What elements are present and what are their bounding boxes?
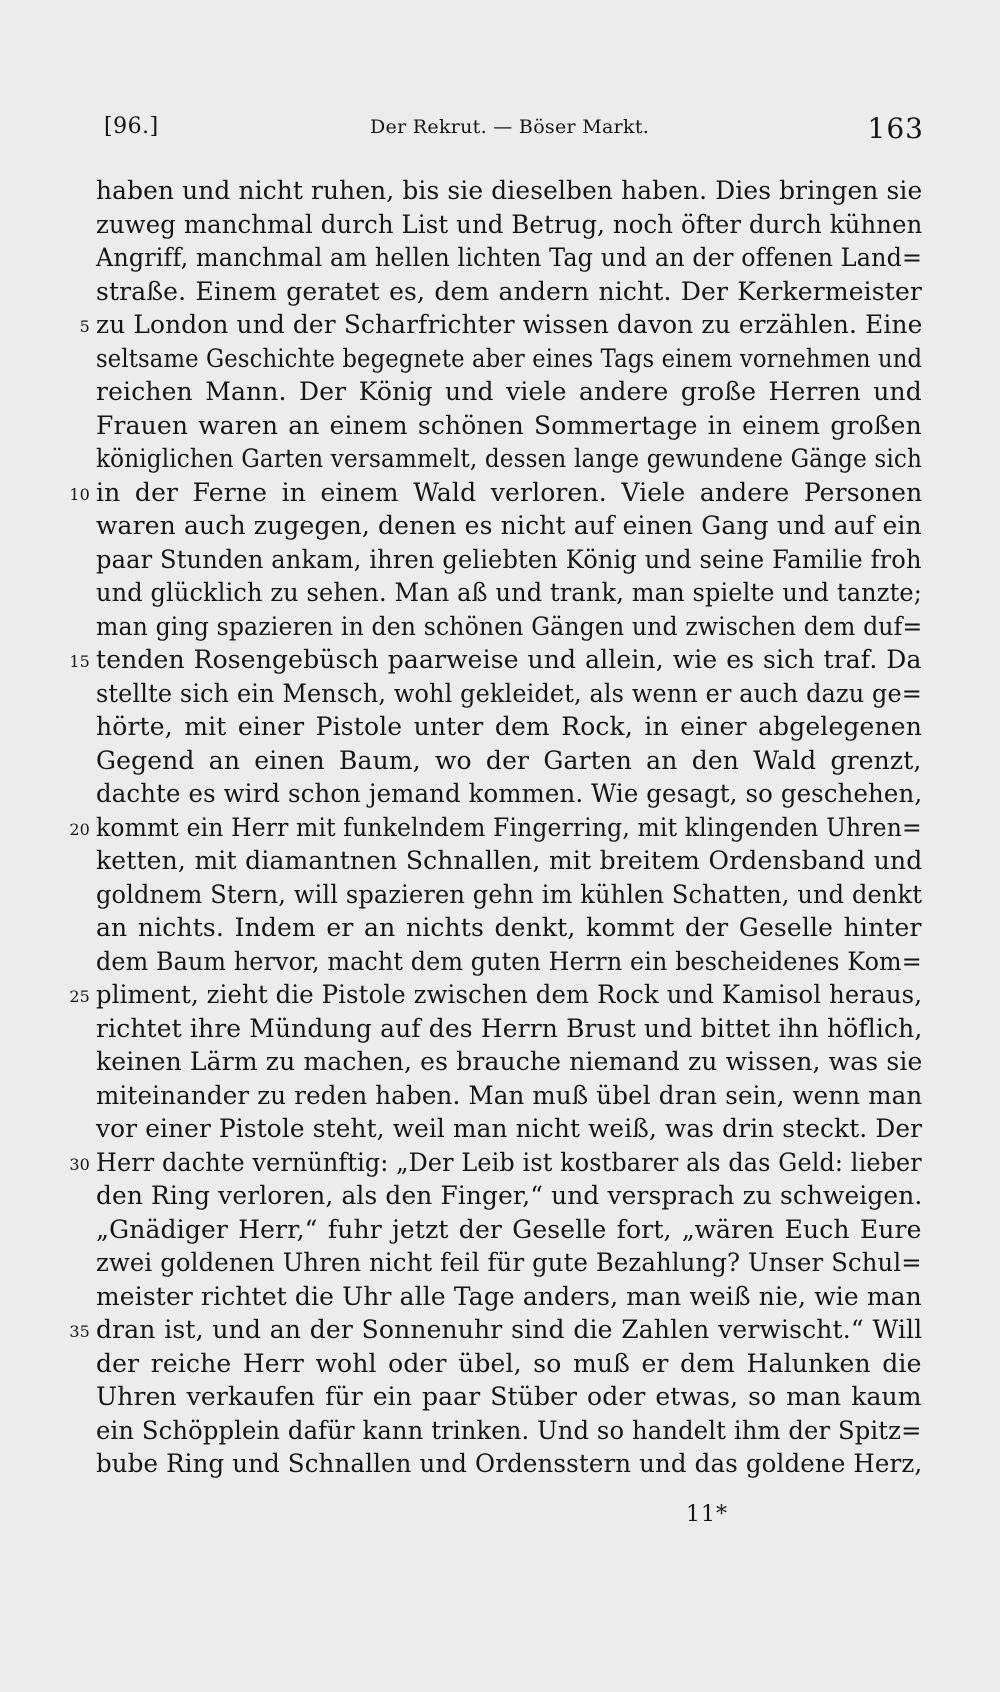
line-text: Frauen waren an einem schönen Sommertage in einem großen [96, 410, 922, 440]
line-text: ein Schöpplein dafür kann trinken. Und so handelt ihm der Spitz= [96, 1415, 922, 1445]
line-text: haben und nicht ruhen, bis sie dieselben haben. Dies bringen sie [96, 176, 923, 205]
line-text: hörte, mit einer Pistole unter dem Rock, in einer abgelegenen [96, 712, 922, 741]
line-text: reichen Mann. Der König und viele andere große Herren und [96, 377, 922, 406]
line-text: dran ist, und an der Sonnenuhr sind die Zahlen verwischt.“ Will [96, 1315, 923, 1344]
running-head-title: Der Rekrut. — Böser Markt. [370, 116, 650, 138]
line-number: 20 [69, 819, 90, 839]
line-text: der reiche Herr wohl oder übel, so muß er dem Halunken die [96, 1348, 922, 1378]
line-text: waren auch zugegen, denen es nicht auf einen Gang und auf ein [96, 511, 922, 540]
text-line [96, 945, 922, 979]
text-line [69, 476, 923, 510]
line-text: vor einer Pistole steht, weil man nicht weiß, was drin steckt. Der [96, 1114, 923, 1143]
line-number: 5 [79, 317, 90, 336]
text-line [96, 576, 922, 610]
line-text: pliment, zieht die Pistole zwischen dem Rock und Kamisol heraus, [96, 980, 923, 1009]
text-line [96, 1414, 922, 1448]
text-line [96, 1045, 922, 1079]
text-line [96, 1246, 922, 1280]
line-number: 35 [69, 1322, 90, 1341]
line-text: meister richtet die Uhr alle Tage anders, man weiß nie, wie man [96, 1281, 922, 1311]
running-head-section-ref: [96.] [104, 114, 159, 139]
line-text: seltsame Geschichte begegnete aber eines Tags einem vornehmen und [96, 343, 923, 373]
line-text: den Ring verloren, als den Finger,“ und versprach zu schweigen. [96, 1181, 923, 1210]
text-line [96, 342, 922, 376]
line-text: Uhren verkaufen für ein paar Stüber oder etwas, so man kaum [96, 1382, 922, 1411]
line-text: goldnem Stern, will spazieren gehn im kühlen Schatten, und denkt [96, 879, 923, 909]
line-text: man ging spazieren in den schönen Gängen und zwischen dem duf= [96, 611, 923, 641]
page-number: 163 [867, 112, 924, 145]
text-line [96, 610, 922, 644]
line-text: bube Ring und Schnallen und Ordensstern und das goldene Herz, [96, 1449, 923, 1478]
text-line [96, 744, 922, 778]
text-line [96, 677, 922, 711]
line-text: miteinander zu reden haben. Man muß übel dran sein, wenn man [96, 1080, 923, 1110]
line-number: 10 [69, 484, 90, 504]
line-text: dachte es wird schon jemand kommen. Wie gesagt, so geschehen, [96, 779, 923, 808]
text-line [96, 509, 922, 543]
text-line [96, 174, 922, 208]
line-text: und glücklich zu sehen. Man aß und trank, man spielte und tanzte; [96, 578, 922, 607]
line-text: in der Ferne in einem Wald verloren. Viele andere Personen [96, 477, 923, 507]
text-line [96, 543, 922, 577]
line-text: Gegend an einen Baum, wo der Garten an den Wald grenzt, [96, 745, 922, 775]
text-line [96, 1179, 922, 1213]
text-line [96, 1213, 922, 1247]
text-line [96, 1380, 922, 1414]
text-line [96, 208, 922, 242]
text-line [69, 643, 922, 677]
line-text: zuweg manchmal durch List und Betrug, noch öfter durch kühnen [96, 209, 923, 239]
text-line [96, 1079, 922, 1113]
text-line [96, 442, 922, 476]
line-text: königlichen Garten versammelt, dessen lange gewundene Gänge sich [96, 444, 923, 473]
line-text: keinen Lärm zu machen, es brauche niemand zu wissen, was sie [96, 1047, 923, 1076]
line-text: zu London und der Scharfrichter wissen davon zu erzählen. Eine [96, 310, 923, 339]
text-line [69, 1146, 922, 1180]
text-line [96, 1347, 922, 1381]
line-text: kommt ein Herr mit funkelndem Fingerring, mit klingenden Uhren= [96, 812, 922, 842]
text-line [69, 978, 923, 1012]
line-text: an nichts. Indem er an nichts denkt, kommt der Geselle hinter [96, 913, 922, 942]
line-text: Herr dachte vernünftig: „Der Leib ist kostbarer als das Geld: lieber [96, 1147, 922, 1177]
text-line [69, 1313, 923, 1347]
line-number: 25 [69, 987, 90, 1006]
line-number: 15 [69, 652, 90, 671]
text-line [96, 911, 922, 945]
line-text: stellte sich ein Mensch, wohl gekleidet, als wenn er auch dazu ge= [96, 678, 922, 708]
line-text: dem Baum hervor, macht dem guten Herrn ein bescheidenes Kom= [96, 946, 922, 976]
text-line [96, 878, 922, 912]
running-head [100, 108, 930, 148]
line-text: paar Stunden ankam, ihren geliebten König und seine Familie froh [96, 544, 922, 574]
line-text: straße. Einem geratet es, dem andern nicht. Der Kerkermeister [96, 276, 923, 306]
text-line [96, 375, 922, 409]
text-line [96, 844, 922, 878]
line-number: 30 [69, 1154, 90, 1174]
text-line [96, 710, 922, 744]
text-line [96, 275, 922, 309]
body-text [69, 174, 923, 1481]
text-line [96, 409, 922, 443]
text-line [96, 777, 922, 811]
text-line [96, 241, 922, 275]
text-line [69, 811, 922, 845]
signature-mark: 11* [686, 1502, 728, 1527]
text-line [96, 1112, 922, 1146]
line-text: „Gnädiger Herr,“ fuhr jetzt der Geselle fort, „wären Euch Eure [96, 1214, 922, 1244]
text-line [96, 1447, 922, 1481]
text-line [96, 1012, 922, 1046]
line-text: zwei goldenen Uhren nicht feil für gute Bezahlung? Unser Schul= [96, 1248, 922, 1277]
line-text: tenden Rosengebüsch paarweise und allein, wie es sich traf. Da [96, 645, 922, 674]
text-line [79, 308, 923, 342]
text-line [96, 1280, 922, 1314]
line-text: richtet ihre Mündung auf des Herrn Brust und bittet ihn höflich, [96, 1013, 923, 1043]
line-text: ketten, mit diamantnen Schnallen, mit breitem Ordensband und [96, 846, 923, 875]
line-text: Angriff, manchmal am hellen lichten Tag und an der offenen Land= [96, 243, 923, 272]
